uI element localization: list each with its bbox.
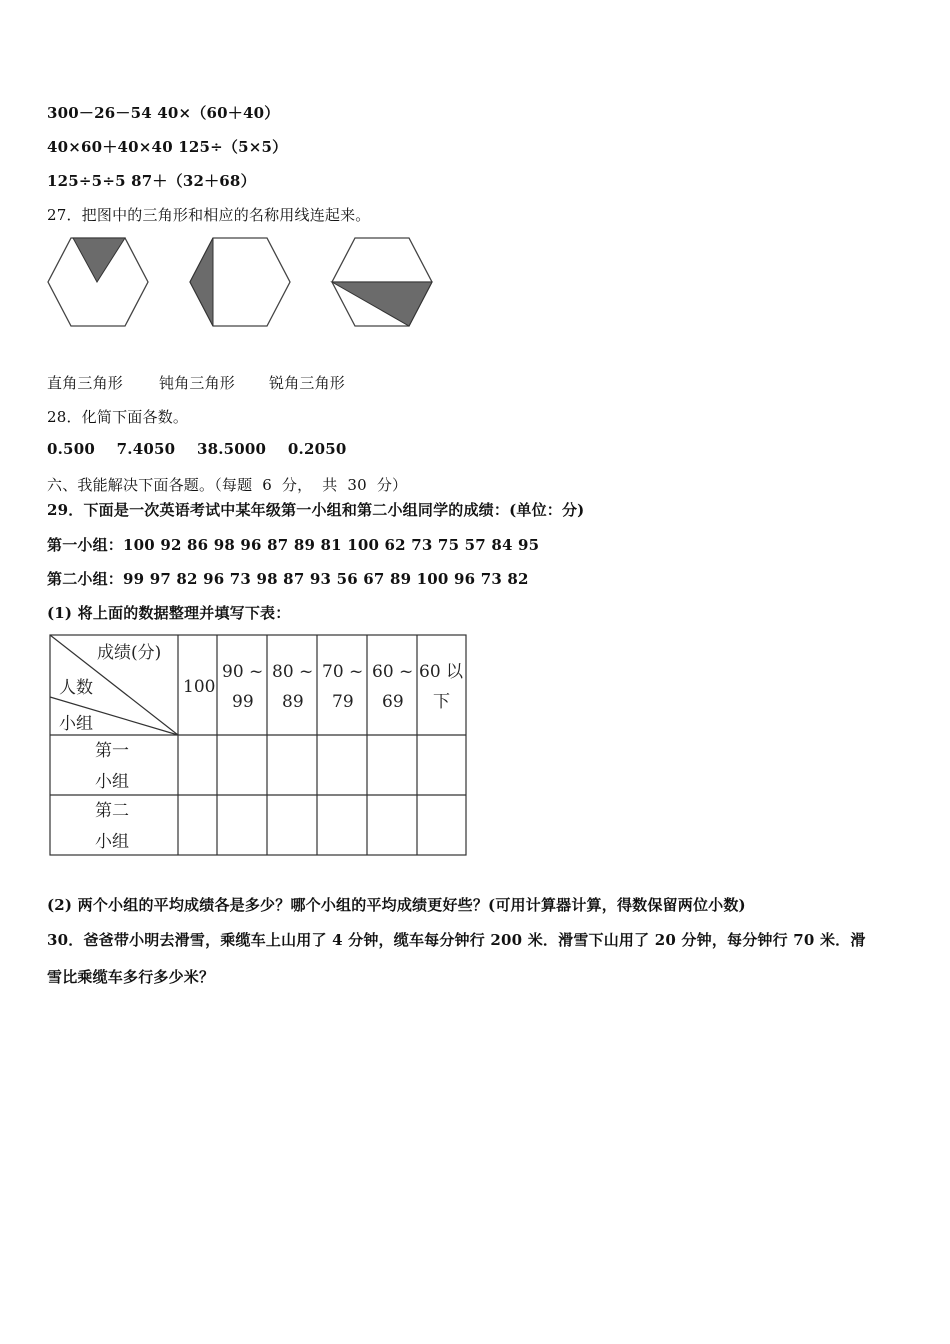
triangle-names [47, 372, 345, 393]
group-1-scores: 第一小组：100 92 86 98 96 87 89 81 100 62 73 75 57 84 95 [47, 536, 540, 554]
shaded-triangle-2 [190, 238, 213, 326]
header-90-99-bottom: 99 [232, 692, 254, 712]
question-29: 29．下面是一次英语考试中某年级第一小组和第二小组同学的成绩：(单位：分) [47, 501, 585, 519]
triangle-name-obtuse: 钝角三角形 [159, 374, 236, 392]
row-group-1-bottom: 小组 [95, 772, 129, 792]
corner-score-label: 成绩(分) [97, 643, 162, 663]
triangle-name-acute: 锐角三角形 [269, 374, 346, 392]
row-group-2-bottom: 小组 [95, 832, 129, 852]
corner-count-label: 人数 [59, 678, 93, 698]
shaded-triangle-3 [332, 282, 432, 326]
section-6-heading: 六、我能解决下面各题。（每题 6 分， 共 30 分） [47, 476, 408, 494]
header-60-69-top: 60 ~ [372, 662, 414, 682]
hexagon-figure-3 [332, 238, 432, 326]
calc-line-2: 40×60＋40×40 125÷（5×5） [47, 138, 288, 156]
header-80-89-top: 80 ~ [272, 662, 314, 682]
triangle-name-right: 直角三角形 [47, 374, 124, 392]
header-70-79-bottom: 79 [332, 692, 354, 712]
hexagon-figure-2 [190, 238, 290, 326]
question-29-part-1: (1) 将上面的数据整理并填写下表： [47, 604, 291, 622]
shaded-triangle-1 [73, 238, 125, 282]
hexagon-figure-1 [48, 238, 148, 326]
header-90-99-top: 90 ~ [222, 662, 264, 682]
hexagon-figures [45, 234, 445, 334]
header-below-60-bottom: 下 [433, 692, 450, 712]
question-30-line-2: 雪比乘缆车多行多少米？ [47, 968, 215, 986]
row-group-2-top: 第二 [95, 801, 129, 821]
header-80-89-bottom: 89 [282, 692, 304, 712]
corner-group-label: 小组 [59, 714, 93, 734]
header-100: 100 [183, 677, 216, 697]
question-30-line-1: 30．爸爸带小明去滑雪，乘缆车上山用了 4 分钟，缆车每分钟行 200 米．滑雪下山用了 20 分钟，每分钟行 70 米．滑 [47, 931, 866, 949]
question-28: 28．化简下面各数。 [47, 408, 189, 426]
question-29-part-2: (2) 两个小组的平均成绩各是多少？哪个小组的平均成绩更好些？(可用计算器计算，得数保留两位小数) [47, 896, 746, 914]
decimal-numbers: 0.500 7.4050 38.5000 0.2050 [47, 440, 347, 458]
header-60-69-bottom: 69 [382, 692, 404, 712]
header-below-60-top: 60 以 [419, 662, 464, 682]
calc-line-1: 300－26－54 40×（60＋40） [47, 104, 280, 122]
header-70-79-top: 70 ~ [322, 662, 364, 682]
calc-line-3: 125÷5÷5 87＋（32＋68） [47, 172, 256, 190]
row-group-1-top: 第一 [95, 741, 129, 761]
score-table [49, 634, 469, 858]
group-2-scores: 第二小组：99 97 82 96 73 98 87 93 56 67 89 100 96 73 82 [47, 570, 529, 588]
question-27: 27．把图中的三角形和相应的名称用线连起来。 [47, 206, 371, 224]
